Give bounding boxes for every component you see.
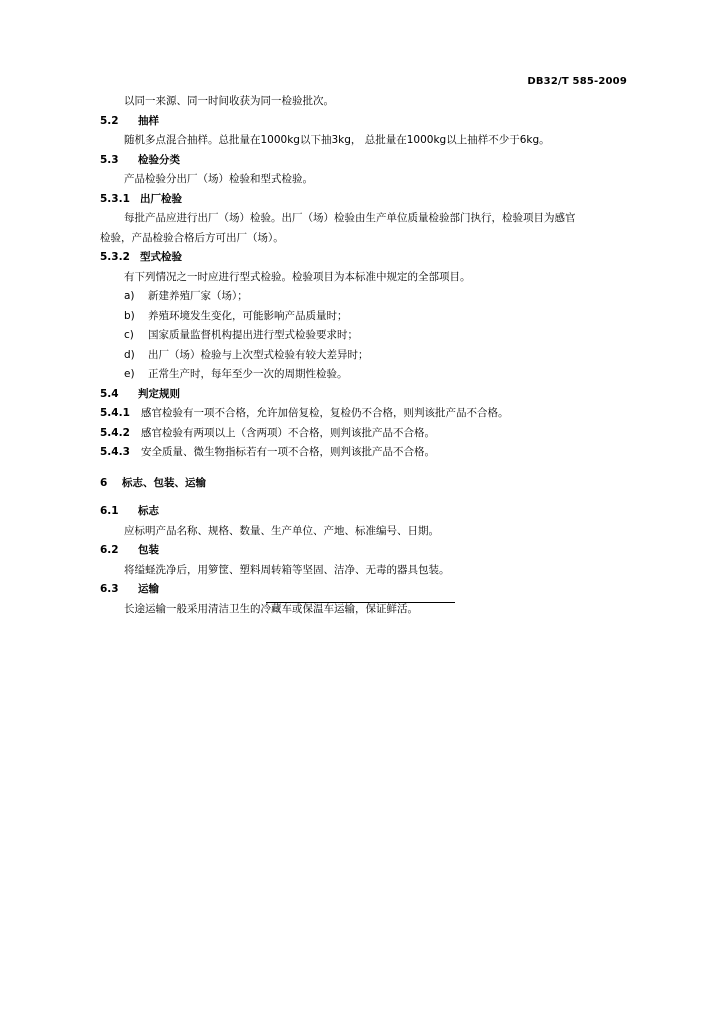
clause-number: 5.4.3 <box>100 446 130 458</box>
sampling-text: 随机多点混合抽样。总批量在1000kg以下抽3kg， 总批量在1000kg以上抽样不少于6kg。 <box>124 134 550 146</box>
section-5-2-heading <box>100 112 626 132</box>
list-item-text: 正常生产时，每年至少一次的周期性检验。 <box>148 368 348 380</box>
section-number: 5.4 <box>100 387 119 400</box>
section-number: 6.1 <box>100 505 119 517</box>
chapter-6-heading <box>100 474 626 494</box>
list-item <box>100 307 626 327</box>
list-marker: d) <box>124 348 135 361</box>
batch-definition-text: 以同一来源、同一时间收获为同一检验批次。 <box>124 95 334 107</box>
section-number: 6.3 <box>100 583 119 595</box>
clause-text: 安全质量、微生物指标若有一项不合格，则判该批产品不合格。 <box>141 446 435 458</box>
list-item <box>100 287 626 307</box>
section-title: 标志 <box>138 505 159 517</box>
end-of-document-rule <box>266 602 455 603</box>
list-item <box>100 365 626 385</box>
list-item-text: 养殖环境发生变化，可能影响产品质量时； <box>148 309 348 322</box>
clause-number: 5.4.2 <box>100 426 130 439</box>
list-marker: e) <box>124 368 135 380</box>
list-item-text: 新建养殖厂家（场）； <box>148 290 248 302</box>
section-6-3-heading <box>100 580 626 600</box>
clause-number: 5.4.1 <box>100 407 130 419</box>
chapter-number: 6 <box>100 476 108 489</box>
clause-text: 感官检验有一项不合格，允许加倍复检，复检仍不合格，则判该批产品不合格。 <box>141 407 509 419</box>
transport-text: 长途运输一般采用清洁卫生的冷藏车或保温车运输，保证鲜活。 <box>124 602 418 615</box>
section-title: 判定规则 <box>138 387 180 400</box>
list-marker: c) <box>124 329 134 341</box>
section-number: 6.2 <box>100 544 119 556</box>
clause-text: 感官检验有两项以上（含两项）不合格，则判该批产品不合格。 <box>141 426 435 439</box>
section-5-3-2-heading <box>100 248 626 268</box>
type-inspection-intro: 有下列情况之一时应进行型式检验。检验项目为本标准中规定的全部项目。 <box>124 270 471 283</box>
judgment-clause <box>100 443 626 463</box>
list-item-text: 国家质量监督机构提出进行型式检验要求时； <box>148 329 358 341</box>
judgment-clause <box>100 424 626 444</box>
section-title: 型式检验 <box>140 251 182 263</box>
document-body <box>100 92 626 619</box>
section-5-4-heading <box>100 385 626 405</box>
section-6-2-heading <box>100 541 626 561</box>
section-title: 抽样 <box>138 114 159 127</box>
list-item-text: 出厂（场）检验与上次型式检验有较大差异时； <box>148 348 369 361</box>
section-title: 检验分类 <box>138 153 180 166</box>
section-6-1-heading <box>100 502 626 522</box>
section-number: 5.3 <box>100 153 119 166</box>
factory-inspection-text-line2: 检验，产品检验合格后方可出厂（场）。 <box>100 231 284 244</box>
list-item <box>100 326 626 346</box>
packaging-text: 将缢蛏洗净后，用箩筐、塑料周转箱等坚固、洁净、无毒的器具包装。 <box>124 563 450 576</box>
inspection-classification-text: 产品检验分出厂（场）检验和型式检验。 <box>124 173 313 185</box>
list-marker: a) <box>124 290 135 302</box>
section-5-3-1-heading <box>100 190 626 210</box>
document-code: DB32/T 585-2009 <box>527 76 627 87</box>
factory-inspection-text-line1: 每批产品应进行出厂（场）检验。出厂（场）检验由生产单位质量检验部门执行，检验项目为感官 <box>124 212 576 224</box>
list-item <box>100 346 626 366</box>
judgment-clause <box>100 404 626 424</box>
section-5-3-heading <box>100 151 626 171</box>
section-number: 5.2 <box>100 114 119 127</box>
chapter-title: 标志、包装、运输 <box>122 476 206 489</box>
section-title: 运输 <box>138 583 159 595</box>
section-title: 包装 <box>138 544 159 556</box>
section-number: 5.3.1 <box>100 192 130 205</box>
section-title: 出厂检验 <box>140 192 182 205</box>
marking-text: 应标明产品名称、规格、数量、生产单位、产地、标准编号、日期。 <box>124 524 439 537</box>
section-number: 5.3.2 <box>100 251 130 263</box>
list-marker: b) <box>124 309 135 322</box>
